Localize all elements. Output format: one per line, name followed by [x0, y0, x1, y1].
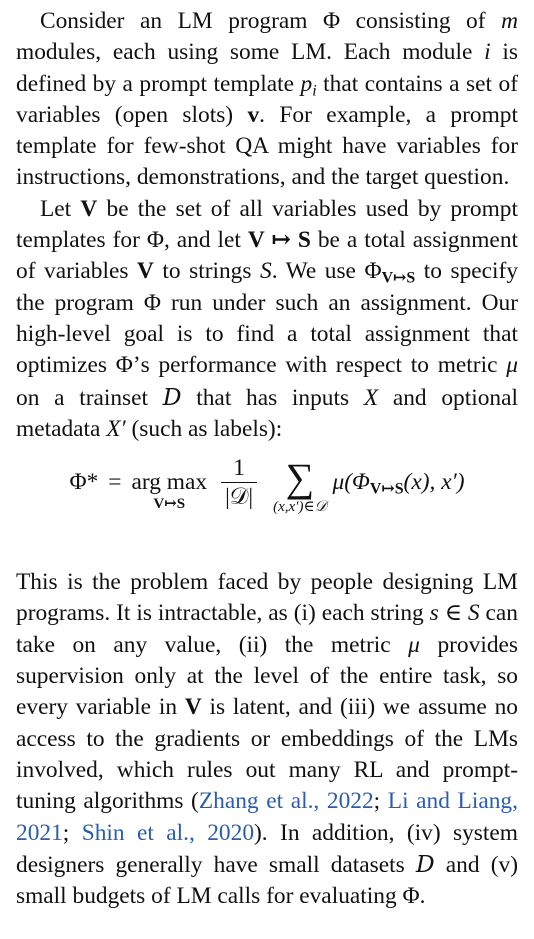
math-phi: Φ — [402, 883, 420, 910]
fraction-numerator: 1 — [233, 455, 245, 482]
citation-li-liang-2021[interactable]: Li and Liang, 2021 — [16, 788, 518, 846]
math-S: S — [260, 258, 272, 285]
math-X: X — [363, 384, 379, 411]
text: to specify the program — [16, 258, 519, 316]
math-i: i — [484, 39, 491, 66]
math-mu: μ — [408, 631, 420, 658]
math-m: m — [501, 8, 518, 34]
citation-shin-2020[interactable]: Shin et al., 2020 — [81, 819, 255, 846]
math-phi: Φ — [146, 227, 164, 254]
text: modules, each using some LM. Each module — [16, 39, 485, 66]
math-mu: μ — [506, 352, 518, 379]
math-phi: Φ — [143, 289, 161, 316]
paragraph-intractability — [16, 567, 518, 912]
text: be a total assignment of variables — [16, 227, 519, 285]
text: to strings — [153, 258, 260, 285]
text: . For example, a prompt template for few-shot QA might have variables for instructions, demonstrations, and the target question. — [16, 101, 518, 191]
text: ’s performance with respect to metric — [132, 352, 507, 379]
text: on a trainset — [16, 384, 163, 411]
math-bold-V: V — [184, 694, 202, 721]
objective-equation — [16, 455, 518, 555]
text: is latent, and (iii) we assume no access to the gradients or embeddings of the LMs involved, which rules out many RL and prompt-tuning algorithms ( — [16, 694, 518, 815]
argmax-label: arg max — [131, 469, 208, 496]
equation-equals: = — [108, 469, 122, 496]
math-bold-V: V — [136, 258, 154, 285]
text: provides supervision only at the level of the entire task, so every variable in — [16, 631, 518, 721]
summation — [273, 455, 326, 515]
math-p: p — [300, 70, 313, 97]
paragraph-program-definition — [16, 6, 518, 194]
text: . — [419, 883, 426, 910]
text: ). In addition, (iv) system designers generally have small datasets — [16, 819, 518, 878]
text: This is the problem faced by people designing LM programs. It is intractable, as (i) each string — [16, 569, 518, 627]
text: (such as labels): — [125, 415, 283, 442]
text: can take on any value, (ii) the metric — [16, 600, 519, 658]
math-s-in-S: s ∈ S — [429, 600, 480, 627]
math-X-prime: X′ — [106, 415, 126, 442]
math-phi: Φ — [115, 352, 133, 379]
text: Let — [40, 195, 81, 222]
math-phi-subscript: V↦S — [381, 269, 416, 287]
rhs-start: μ(Φ — [332, 469, 370, 496]
text: is defined by a prompt template — [16, 39, 518, 97]
math-phi: Φ — [323, 8, 341, 34]
fraction-denominator: |𝒟| — [225, 484, 254, 511]
citation-zhang-2022[interactable]: Zhang et al., 2022 — [198, 788, 374, 815]
text: run under such an assignment. Our high-level goal is to find a total assignment that optimizes — [16, 289, 518, 379]
math-phi: Φ — [364, 258, 382, 285]
text: ; — [373, 788, 388, 815]
summation-subscript: (x,x′)∈𝒟 — [273, 499, 327, 516]
text: and optional metadata — [16, 384, 518, 442]
math-p-subscript: i — [312, 82, 317, 100]
math-calligraphic-D: D — [415, 849, 435, 878]
paragraph-assignment — [16, 194, 518, 445]
argmax-operator — [132, 455, 208, 512]
rhs-end: (x), x′) — [403, 469, 465, 496]
fraction — [221, 455, 257, 511]
text: . We use — [271, 258, 365, 285]
text: and (v) small budgets of LM calls for evaluating — [16, 851, 518, 910]
text: that has inputs — [181, 384, 364, 411]
text: consisting of — [340, 8, 502, 34]
summation-symbol: ∑ — [285, 455, 315, 501]
equation-lhs: Φ* — [69, 469, 99, 496]
math-assignment: V ↦ S — [247, 227, 311, 254]
text: that contains a set of variables (open slots) — [16, 70, 518, 128]
text: be the set of all variables used by prompt templates for — [16, 195, 518, 254]
text: Consider an LM program — [40, 8, 324, 34]
equation-rhs — [333, 469, 465, 496]
math-bold-v: v — [247, 101, 260, 128]
text: , and let — [163, 227, 248, 254]
text: ; — [62, 819, 82, 846]
argmax-subscript: V↦S — [153, 496, 186, 513]
math-bold-V: V — [80, 195, 98, 222]
rhs-subscript: V↦S — [369, 480, 404, 498]
math-calligraphic-D: D — [162, 382, 182, 411]
